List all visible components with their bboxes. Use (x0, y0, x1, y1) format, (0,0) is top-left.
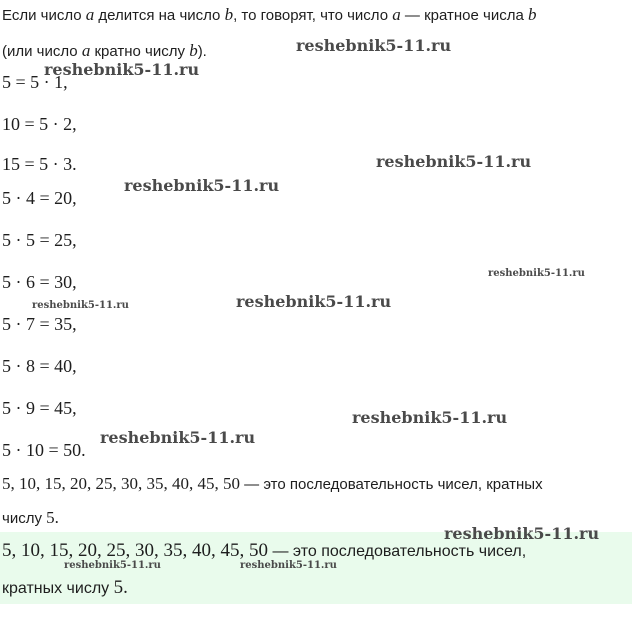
summary-line-2: числу 5. (2, 508, 59, 527)
var-a: a (85, 5, 95, 24)
equation: 5 · 8 = 40, (2, 356, 77, 376)
watermark: reshebnik5-11.ru (488, 268, 585, 279)
var-b: b (224, 5, 234, 24)
equation: 5 · 6 = 30, (2, 272, 77, 292)
var-a: a (392, 5, 401, 24)
watermark: reshebnik5-11.ru (32, 300, 129, 311)
var-b: b (527, 5, 537, 24)
equation: 5 = 5 · 1, (2, 72, 68, 92)
watermark: reshebnik5-11.ru (240, 560, 337, 571)
watermark: reshebnik5-11.ru (64, 560, 161, 571)
equation: 5 · 4 = 20, (2, 188, 77, 208)
answer-line-2: кратных числу 5. (2, 577, 128, 598)
equation: 10 = 5 · 2, (2, 114, 77, 134)
equation: 5 · 7 = 35, (2, 314, 77, 334)
var-a: a (81, 41, 91, 60)
watermark: reshebnik5-11.ru (236, 292, 392, 311)
watermark: reshebnik5-11.ru (296, 36, 452, 55)
equation: 15 = 5 · 3. (2, 154, 77, 174)
equation: 5 · 5 = 25, (2, 230, 77, 250)
equation: 5 · 10 = 50. (2, 440, 86, 460)
watermark: reshebnik5-11.ru (376, 152, 532, 171)
watermark: reshebnik5-11.ru (44, 60, 200, 79)
watermark: reshebnik5-11.ru (124, 176, 280, 195)
watermark: reshebnik5-11.ru (352, 408, 508, 427)
equation: 5 · 9 = 45, (2, 398, 77, 418)
intro-line-2: (или число a кратно числу b). (2, 41, 207, 60)
number-sequence: 5, 10, 15, 20, 25, 30, 35, 40, 45, 50 (2, 474, 240, 493)
summary-line-1: 5, 10, 15, 20, 25, 30, 35, 40, 45, 50 — это последовательность чисел, кратных (2, 474, 543, 493)
var-b: b (189, 41, 198, 60)
watermark: reshebnik5-11.ru (100, 428, 256, 447)
intro-line-1: Если число a делится на число b, то говорят, что число a — кратное числа b (2, 5, 537, 24)
watermark: reshebnik5-11.ru (444, 524, 600, 543)
answer-line-1: 5, 10, 15, 20, 25, 30, 35, 40, 45, 50 — это последовательность чисел, (2, 540, 527, 561)
number-sequence: 5, 10, 15, 20, 25, 30, 35, 40, 45, 50 (2, 540, 268, 561)
